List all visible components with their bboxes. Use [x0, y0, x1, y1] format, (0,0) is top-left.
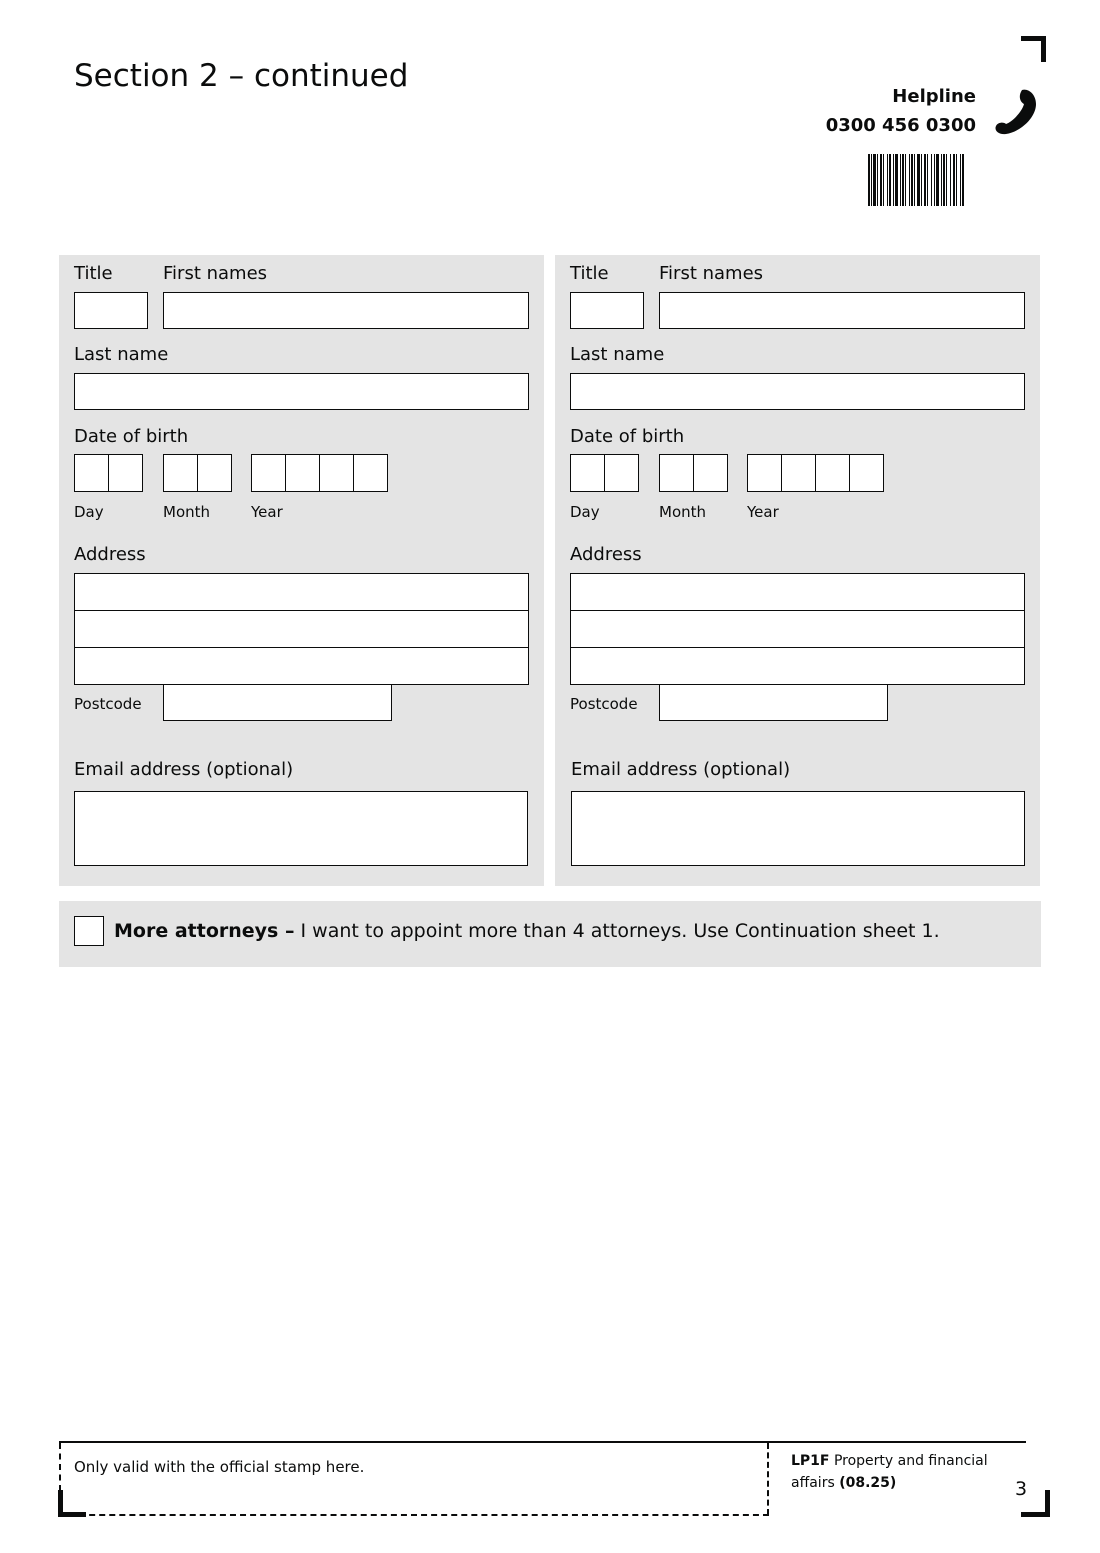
dob-month-digit[interactable]: [659, 454, 694, 492]
barcode-bar: [887, 154, 888, 206]
day-label: Day: [570, 503, 600, 521]
dob-year-digit[interactable]: [849, 454, 884, 492]
dob-year-digit[interactable]: [815, 454, 850, 492]
barcode-bar: [871, 154, 872, 206]
postcode-field[interactable]: [163, 684, 392, 721]
first-names-label: First names: [163, 263, 268, 284]
dob-year-field[interactable]: [251, 454, 388, 492]
first-names-field[interactable]: [163, 292, 529, 329]
barcode-bar: [941, 154, 942, 206]
last-name-label: Last name: [570, 344, 665, 365]
barcode-bar: [895, 154, 898, 206]
dob-month-digit[interactable]: [197, 454, 232, 492]
barcode-bar: [880, 154, 882, 206]
date-of-birth-label: Date of birth: [74, 426, 189, 447]
dob-day-field[interactable]: [570, 454, 639, 492]
stamp-instruction: Only valid with the official stamp here.: [74, 1458, 365, 1476]
form-version: (08.25): [839, 1475, 897, 1491]
date-of-birth-label: Date of birth: [570, 426, 685, 447]
dob-day-field[interactable]: [74, 454, 143, 492]
email-label: Email address (optional): [571, 759, 791, 780]
barcode-bar: [936, 154, 939, 206]
barcode-bar: [943, 154, 945, 206]
address-line-1-field[interactable]: [570, 573, 1025, 611]
barcode-bar: [950, 154, 951, 206]
barcode-bar: [893, 154, 894, 206]
address-label: Address: [570, 544, 642, 565]
last-name-label: Last name: [74, 344, 169, 365]
registration-mark-top-right: [1021, 36, 1046, 62]
more-attorneys-text: [114, 920, 940, 942]
dob-year-digit[interactable]: [781, 454, 816, 492]
barcode-bar: [917, 154, 920, 206]
address-line-3-field[interactable]: [570, 647, 1025, 685]
month-label: Month: [659, 503, 707, 521]
email-label: Email address (optional): [74, 759, 294, 780]
address-line-2-field[interactable]: [570, 610, 1025, 648]
postcode-label: Postcode: [74, 695, 142, 713]
email-field[interactable]: [74, 791, 528, 866]
dob-year-digit[interactable]: [285, 454, 320, 492]
address-line-1-field[interactable]: [74, 573, 529, 611]
barcode-bar: [905, 154, 906, 206]
stamp-area-border-bottom: [59, 1514, 769, 1516]
title-field[interactable]: [74, 292, 148, 329]
more-attorneys-checkbox[interactable]: [74, 916, 104, 946]
dob-day-digit[interactable]: [108, 454, 143, 492]
dob-year-digit[interactable]: [319, 454, 354, 492]
month-label: Month: [163, 503, 211, 521]
dob-year-field[interactable]: [747, 454, 884, 492]
last-name-field[interactable]: [74, 373, 529, 410]
barcode-bar: [921, 154, 922, 206]
year-label: Year: [747, 503, 779, 521]
address-line-3-field[interactable]: [74, 647, 529, 685]
title-label: Title: [74, 263, 113, 284]
barcode-bar: [953, 154, 955, 206]
attorney-panel-right: [555, 255, 1040, 886]
email-field[interactable]: [571, 791, 1025, 866]
barcode-bar: [911, 154, 913, 206]
first-names-field[interactable]: [659, 292, 1025, 329]
page-number: 3: [1015, 1478, 1028, 1500]
barcode-bar: [909, 154, 910, 206]
form-code: LP1F: [791, 1453, 830, 1469]
barcode-bar: [924, 154, 926, 206]
registration-mark-bottom-left: [58, 1490, 86, 1517]
dob-year-digit[interactable]: [251, 454, 286, 492]
barcode-bar: [868, 154, 870, 206]
day-label: Day: [74, 503, 104, 521]
barcode-bar: [962, 154, 964, 206]
dob-year-digit[interactable]: [747, 454, 782, 492]
barcode-bar: [883, 154, 884, 206]
dob-day-digit[interactable]: [74, 454, 109, 492]
stamp-area-border-left: [59, 1443, 61, 1491]
barcode-bar: [931, 154, 932, 206]
barcode-bar: [873, 154, 876, 206]
barcode-bar: [877, 154, 878, 206]
dob-month-digit[interactable]: [163, 454, 198, 492]
address-line-2-field[interactable]: [74, 610, 529, 648]
barcode-bar: [889, 154, 891, 206]
dob-month-field[interactable]: [163, 454, 232, 492]
more-attorneys-description: I want to appoint more than 4 attorneys. Use Continuation sheet 1.: [294, 920, 940, 942]
barcode-bar: [927, 154, 928, 206]
barcode-bar: [900, 154, 901, 206]
barcode-bar: [902, 154, 904, 206]
barcode-bar: [956, 154, 957, 206]
last-name-field[interactable]: [570, 373, 1025, 410]
helpline-number: 0300 456 0300: [825, 115, 976, 136]
barcode-bar: [946, 154, 947, 206]
form-name: Property and financial affairs: [791, 1453, 988, 1491]
title-field[interactable]: [570, 292, 644, 329]
title-label: Title: [570, 263, 609, 284]
more-attorneys-bold: More attorneys –: [114, 920, 295, 942]
dob-month-field[interactable]: [659, 454, 728, 492]
first-names-label: First names: [659, 263, 764, 284]
barcode-bar: [960, 154, 961, 206]
attorney-panel-left: [59, 255, 544, 886]
helpline-label: Helpline: [892, 86, 976, 107]
form-reference: [791, 1450, 991, 1494]
phone-icon: [992, 88, 1040, 136]
barcode-icon: [868, 154, 1025, 206]
postcode-field[interactable]: [659, 684, 888, 721]
barcode-bar: [914, 154, 915, 206]
barcode-bar: [934, 154, 935, 206]
page-title: Section 2 – continued: [74, 58, 409, 94]
dob-day-digit[interactable]: [570, 454, 605, 492]
postcode-label: Postcode: [570, 695, 638, 713]
dob-day-digit[interactable]: [604, 454, 639, 492]
stamp-area-border-right: [767, 1443, 769, 1515]
year-label: Year: [251, 503, 283, 521]
dob-month-digit[interactable]: [693, 454, 728, 492]
footer-rule: [59, 1441, 1026, 1443]
dob-year-digit[interactable]: [353, 454, 388, 492]
address-label: Address: [74, 544, 146, 565]
